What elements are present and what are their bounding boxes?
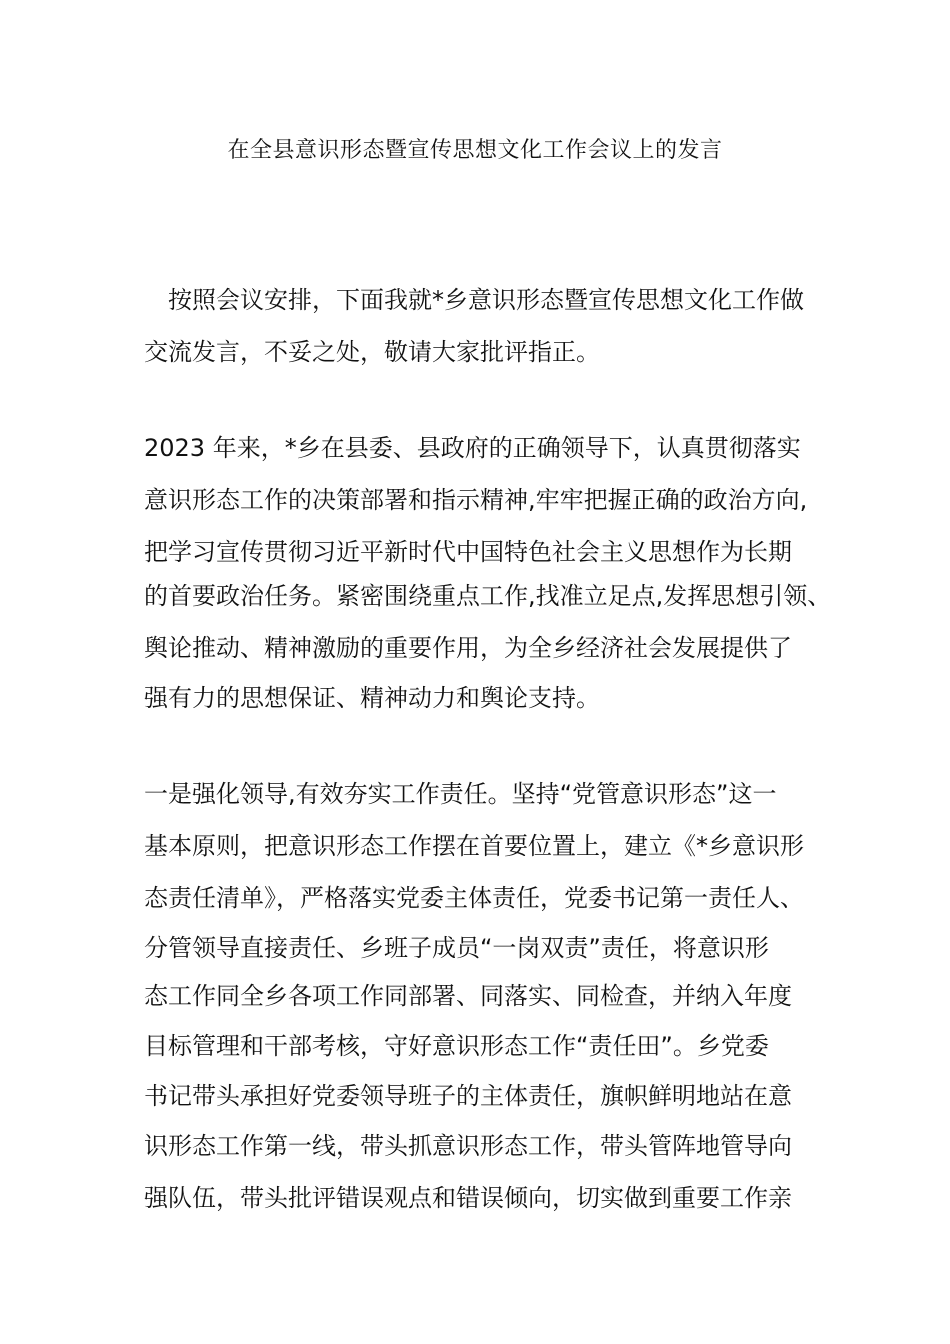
paragraph-2-line-3: 把学习宣传贯彻习近平新时代中国特色社会主义思想作为长期 (144, 538, 792, 566)
document-title: 在全县意识形态暨宣传思想文化工作会议上的发言 (227, 138, 723, 163)
paragraph-3-line-8: 识形态工作第一线，带头抓意识形态工作，带头管阵地管导向 (144, 1132, 792, 1160)
paragraph-3-line-3: 态责任清单》，严格落实党委主体责任，党委书记第一责任人、 (144, 884, 804, 912)
paragraph-3-line-9: 强队伍，带头批评错误观点和错误倾向，切实做到重要工作亲 (144, 1184, 792, 1212)
paragraph-2-line-1: 2023 年来，*乡在县委、县政府的正确领导下，认真贯彻落实 (144, 434, 801, 462)
paragraph-2-line-2: 意识形态工作的决策部署和指示精神,牢牢把握正确的政治方向, (144, 486, 808, 514)
paragraph-3-line-2: 基本原则，把意识形态工作摆在首要位置上，建立《*乡意识形 (144, 832, 804, 860)
paragraph-2-line-4: 的首要政治任务。紧密围绕重点工作,找准立足点,发挥思想引领、 (144, 582, 832, 610)
paragraph-3-line-7: 书记带头承担好党委领导班子的主体责任，旗帜鲜明地站在意 (144, 1082, 792, 1110)
paragraph-2-line-6: 强有力的思想保证、精神动力和舆论支持。 (144, 684, 600, 712)
paragraph-1-line-1: 按照会议安排，下面我就*乡意识形态暨宣传思想文化工作做 (168, 286, 804, 314)
paragraph-3-line-6: 目标管理和干部考核，守好意识形态工作“责任田”。乡党委 (144, 1032, 769, 1060)
paragraph-2-line-5: 舆论推动、精神激励的重要作用，为全乡经济社会发展提供了 (144, 634, 792, 662)
paragraph-3-line-4: 分管领导直接责任、乡班子成员“一岗双责”责任，将意识形 (144, 934, 769, 962)
paragraph-3-line-5: 态工作同全乡各项工作同部署、同落实、同检查，并纳入年度 (144, 982, 792, 1010)
paragraph-1-line-2: 交流发言，不妥之处，敬请大家批评指正。 (144, 338, 600, 366)
paragraph-3-line-1: 一是强化领导,有效夯实工作责任。坚持“党管意识形态”这一 (144, 780, 777, 808)
